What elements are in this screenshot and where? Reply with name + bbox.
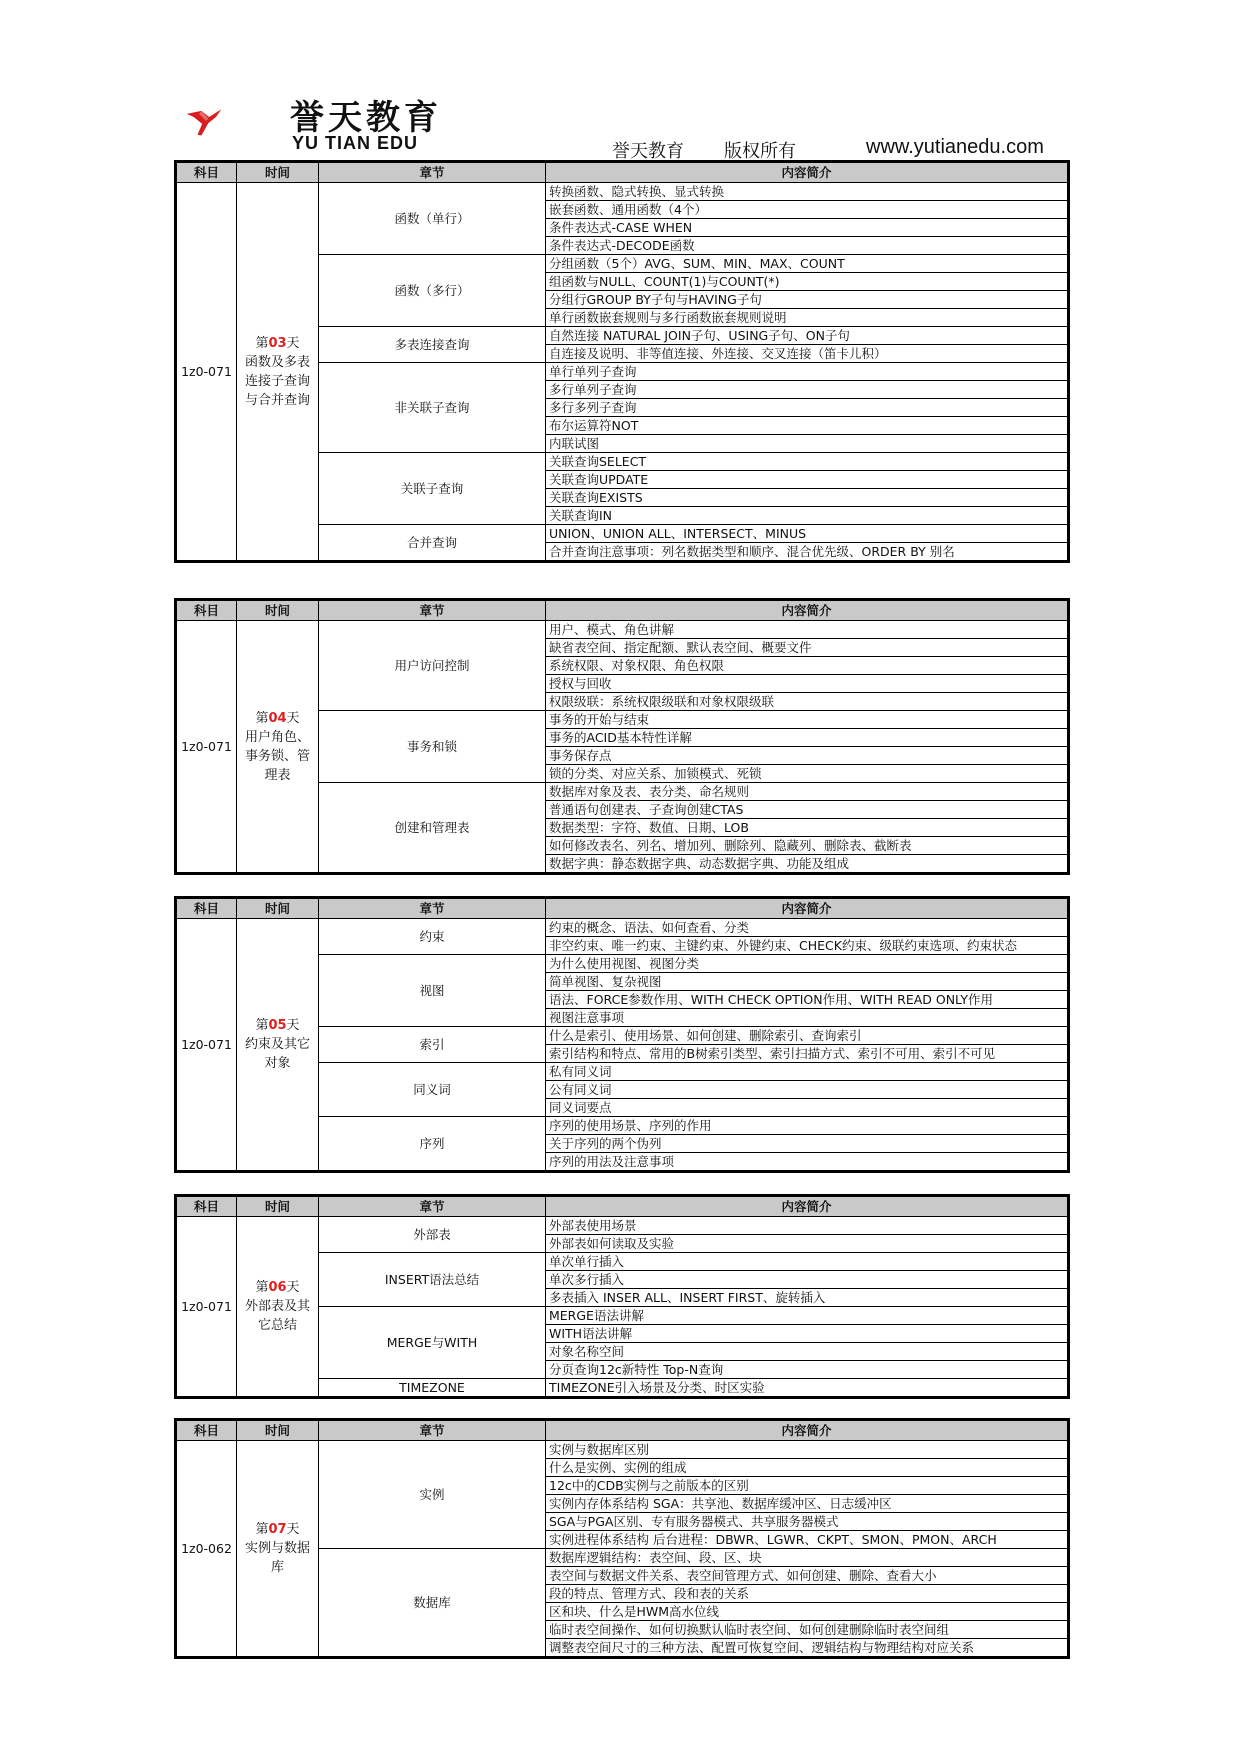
day-prefix: 第 [255, 710, 269, 726]
desc-cell: 数据字典：静态数据字典、动态数据字典、功能及组成 [546, 855, 1068, 873]
subject-cell: 1z0-071 [177, 919, 237, 1171]
desc-cell: 表空间与数据文件关系、表空间管理方式、如何创建、删除、查看大小 [546, 1567, 1068, 1585]
desc-cell: 索引结构和特点、常用的B树索引类型、索引扫描方式、索引不可用、索引不可见 [546, 1045, 1068, 1063]
day-table [174, 1194, 1070, 1399]
brand-subtitle: YU TIAN EDU [292, 133, 419, 153]
desc-cell: 分组函数（5个）AVG、SUM、MIN、MAX、COUNT [546, 255, 1068, 273]
column-header-time: 时间 [237, 1421, 319, 1441]
brand-logo-icon [186, 86, 286, 158]
chapter-cell: 索引 [319, 1027, 546, 1063]
time-cell [237, 621, 319, 873]
header-company: 誉天教育 [612, 141, 684, 162]
desc-cell: 事务的ACID基本特性详解 [546, 729, 1068, 747]
brand-name: 誉天教育 [290, 98, 442, 138]
desc-cell: 内联试图 [546, 435, 1068, 453]
desc-cell: 自然连接 NATURAL JOIN子句、USING子句、ON子句 [546, 327, 1068, 345]
column-header-chapter: 章节 [319, 899, 546, 919]
desc-cell: 关于序列的两个伪列 [546, 1135, 1068, 1153]
chapter-cell: 外部表 [319, 1217, 546, 1253]
desc-cell: 如何修改表名、列名、增加列、删除列、隐藏列、删除表、截断表 [546, 837, 1068, 855]
column-header-subject: 科目 [177, 899, 237, 919]
table-row [177, 1441, 1068, 1459]
desc-cell: 实例内存体系结构 SGA：共享池、数据库缓冲区、日志缓冲区 [546, 1495, 1068, 1513]
chapter-cell: 同义词 [319, 1063, 546, 1117]
desc-cell: 事务的开始与结束 [546, 711, 1068, 729]
desc-cell: 多行单列子查询 [546, 381, 1068, 399]
chapter-cell: 函数（单行） [319, 183, 546, 255]
column-header-chapter: 章节 [319, 601, 546, 621]
day-suffix: 天 [286, 335, 300, 351]
day-number: 05 [268, 1018, 287, 1033]
table-row [177, 621, 1068, 639]
column-header-chapter: 章节 [319, 1421, 546, 1441]
desc-cell: 外部表使用场景 [546, 1217, 1068, 1235]
desc-cell: 事务保存点 [546, 747, 1068, 765]
desc-cell: TIMEZONE引入场景及分类、时区实验 [546, 1379, 1068, 1397]
day-topic: 函数及多表连接子查询与合并查询 [244, 354, 310, 408]
column-header-time: 时间 [237, 601, 319, 621]
day-number: 04 [268, 710, 287, 726]
desc-cell: 单行单列子查询 [546, 363, 1068, 381]
chapter-cell: 序列 [319, 1117, 546, 1171]
time-cell [237, 183, 319, 561]
column-header-chapter: 章节 [319, 163, 546, 183]
subject-cell: 1z0-071 [177, 183, 237, 561]
desc-cell: 简单视图、复杂视图 [546, 973, 1068, 991]
desc-cell: 单次单行插入 [546, 1253, 1068, 1271]
desc-cell: 视图注意事项 [546, 1009, 1068, 1027]
desc-cell: 外部表如何读取及实验 [546, 1235, 1068, 1253]
desc-cell: 锁的分类、对应关系、加锁模式、死锁 [546, 765, 1068, 783]
desc-cell: MERGE语法讲解 [546, 1307, 1068, 1325]
desc-cell: 实例与数据库区别 [546, 1441, 1068, 1459]
desc-cell: 系统权限、对象权限、角色权限 [546, 657, 1068, 675]
header-url[interactable]: www.yutianedu.com [866, 136, 1044, 158]
header-row [177, 1421, 1068, 1441]
day-label [240, 1278, 315, 1297]
desc-cell: 数据类型：字符、数值、日期、LOB [546, 819, 1068, 837]
subject-cell: 1z0-062 [177, 1441, 237, 1657]
desc-cell: 权限级联：系统权限级联和对象权限级联 [546, 693, 1068, 711]
day-table [174, 1418, 1070, 1659]
day-table [174, 896, 1070, 1173]
desc-cell: 序列的使用场景、序列的作用 [546, 1117, 1068, 1135]
subject-cell: 1z0-071 [177, 1217, 237, 1397]
table-row [177, 919, 1068, 937]
column-header-desc: 内容简介 [546, 1197, 1068, 1217]
column-header-time: 时间 [237, 163, 319, 183]
schedule-table [176, 600, 1068, 873]
desc-cell: 多行多列子查询 [546, 399, 1068, 417]
column-header-desc: 内容简介 [546, 601, 1068, 621]
desc-cell: 嵌套函数、通用函数（4个） [546, 201, 1068, 219]
desc-cell: 临时表空间操作、如何切换默认临时表空间、如何创建删除临时表空间组 [546, 1621, 1068, 1639]
day-number: 03 [268, 335, 287, 351]
desc-cell: 自连接及说明、非等值连接、外连接、交叉连接（笛卡儿积） [546, 345, 1068, 363]
column-header-desc: 内容简介 [546, 899, 1068, 919]
day-suffix: 天 [286, 1280, 300, 1295]
schedule-table [176, 1420, 1068, 1657]
desc-cell: 私有同义词 [546, 1063, 1068, 1081]
subject-cell: 1z0-071 [177, 621, 237, 873]
day-label [240, 334, 315, 353]
desc-cell: 语法、FORCE参数作用、WITH CHECK OPTION作用、WITH READ ONLY作用 [546, 991, 1068, 1009]
time-cell [237, 1441, 319, 1657]
chapter-cell: MERGE与WITH [319, 1307, 546, 1379]
chapter-cell: 合并查询 [319, 525, 546, 561]
desc-cell: 数据库对象及表、表分类、命名规则 [546, 783, 1068, 801]
desc-cell: 单次多行插入 [546, 1271, 1068, 1289]
column-header-subject: 科目 [177, 1421, 237, 1441]
desc-cell: 分页查询12c新特性 Top-N查询 [546, 1361, 1068, 1379]
day-number: 06 [268, 1280, 287, 1295]
chapter-cell: 约束 [319, 919, 546, 955]
day-label [240, 1520, 315, 1539]
desc-cell: 布尔运算符NOT [546, 417, 1068, 435]
desc-cell: UNION、UNION ALL、INTERSECT、MINUS [546, 525, 1068, 543]
day-prefix: 第 [255, 1280, 269, 1295]
chapter-cell: 多表连接查询 [319, 327, 546, 363]
schedule-table [176, 162, 1068, 561]
desc-cell: 段的特点、管理方式、段和表的关系 [546, 1585, 1068, 1603]
desc-cell: 用户、模式、角色讲解 [546, 621, 1068, 639]
desc-cell: 合并查询注意事项：列名数据类型和顺序、混合优先级、ORDER BY 别名 [546, 543, 1068, 561]
header-row [177, 1197, 1068, 1217]
header-row [177, 899, 1068, 919]
desc-cell: 授权与回收 [546, 675, 1068, 693]
desc-cell: 非空约束、唯一约束、主键约束、外键约束、CHECK约束、级联约束选项、约束状态 [546, 937, 1068, 955]
column-header-chapter: 章节 [319, 1197, 546, 1217]
day-prefix: 第 [255, 1018, 269, 1033]
day-topic: 实例与数据库 [244, 1541, 310, 1575]
desc-cell: 为什么使用视图、视图分类 [546, 955, 1068, 973]
day-suffix: 天 [286, 1018, 300, 1033]
desc-cell: 条件表达式-DECODE函数 [546, 237, 1068, 255]
desc-cell: 缺省表空间、指定配额、默认表空间、概要文件 [546, 639, 1068, 657]
header-row [177, 601, 1068, 621]
desc-cell: 调整表空间尺寸的三种方法、配置可恢复空间、逻辑结构与物理结构对应关系 [546, 1639, 1068, 1657]
desc-cell: 普通语句创建表、子查询创建CTAS [546, 801, 1068, 819]
desc-cell: 序列的用法及注意事项 [546, 1153, 1068, 1171]
chapter-cell: 非关联子查询 [319, 363, 546, 453]
desc-cell: 12c中的CDB实例与之前版本的区别 [546, 1477, 1068, 1495]
chapter-cell: 函数（多行） [319, 255, 546, 327]
desc-cell: 实例进程体系结构 后台进程：DBWR、LGWR、CKPT、SMON、PMON、ARCH [546, 1531, 1068, 1549]
table-row [177, 183, 1068, 201]
column-header-subject: 科目 [177, 601, 237, 621]
desc-cell: 组函数与NULL、COUNT(1)与COUNT(*) [546, 273, 1068, 291]
desc-cell: 关联查询UPDATE [546, 471, 1068, 489]
header-row [177, 163, 1068, 183]
desc-cell: 对象名称空间 [546, 1343, 1068, 1361]
desc-cell: 什么是索引、使用场景、如何创建、删除索引、查询索引 [546, 1027, 1068, 1045]
chapter-cell: 用户访问控制 [319, 621, 546, 711]
time-cell [237, 919, 319, 1171]
column-header-time: 时间 [237, 1197, 319, 1217]
day-topic: 外部表及其它总结 [244, 1299, 310, 1333]
day-prefix: 第 [255, 335, 269, 351]
column-header-desc: 内容简介 [546, 163, 1068, 183]
desc-cell: 关联查询IN [546, 507, 1068, 525]
table-row [177, 1217, 1068, 1235]
desc-cell: 区和块、什么是HWM高水位线 [546, 1603, 1068, 1621]
chapter-cell: 事务和锁 [319, 711, 546, 783]
day-topic: 约束及其它对象 [244, 1037, 310, 1071]
column-header-desc: 内容简介 [546, 1421, 1068, 1441]
day-prefix: 第 [255, 1522, 269, 1537]
desc-cell: 单行函数嵌套规则与多行函数嵌套规则说明 [546, 309, 1068, 327]
chapter-cell: 关联子查询 [319, 453, 546, 525]
desc-cell: 数据库逻辑结构：表空间、段、区、块 [546, 1549, 1068, 1567]
desc-cell: 转换函数、隐式转换、显式转换 [546, 183, 1068, 201]
time-cell [237, 1217, 319, 1397]
desc-cell: WITH语法讲解 [546, 1325, 1068, 1343]
desc-cell: 同义词要点 [546, 1099, 1068, 1117]
desc-cell: 什么是实例、实例的组成 [546, 1459, 1068, 1477]
day-suffix: 天 [286, 1522, 300, 1537]
day-table [174, 160, 1070, 563]
chapter-cell: INSERT语法总结 [319, 1253, 546, 1307]
day-topic: 用户角色、事务锁、管理表 [244, 729, 310, 783]
header-rights: 版权所有 [724, 141, 796, 162]
day-label [240, 1016, 315, 1035]
chapter-cell: 数据库 [319, 1549, 546, 1657]
chapter-cell: TIMEZONE [319, 1379, 546, 1397]
chapter-cell: 创建和管理表 [319, 783, 546, 873]
desc-cell: 约束的概念、语法、如何查看、分类 [546, 919, 1068, 937]
desc-cell: SGA与PGA区别、专有服务器模式、共享服务器模式 [546, 1513, 1068, 1531]
column-header-time: 时间 [237, 899, 319, 919]
schedule-table [176, 1196, 1068, 1397]
day-number: 07 [268, 1522, 287, 1537]
desc-cell: 多表插入 INSER ALL、INSERT FIRST、旋转插入 [546, 1289, 1068, 1307]
chapter-cell: 视图 [319, 955, 546, 1027]
day-suffix: 天 [286, 710, 300, 726]
day-table [174, 598, 1070, 875]
desc-cell: 条件表达式-CASE WHEN [546, 219, 1068, 237]
schedule-table [176, 898, 1068, 1171]
column-header-subject: 科目 [177, 1197, 237, 1217]
column-header-subject: 科目 [177, 163, 237, 183]
desc-cell: 公有同义词 [546, 1081, 1068, 1099]
desc-cell: 分组行GROUP BY子句与HAVING子句 [546, 291, 1068, 309]
day-label [240, 709, 315, 728]
chapter-cell: 实例 [319, 1441, 546, 1549]
desc-cell: 关联查询EXISTS [546, 489, 1068, 507]
desc-cell: 关联查询SELECT [546, 453, 1068, 471]
